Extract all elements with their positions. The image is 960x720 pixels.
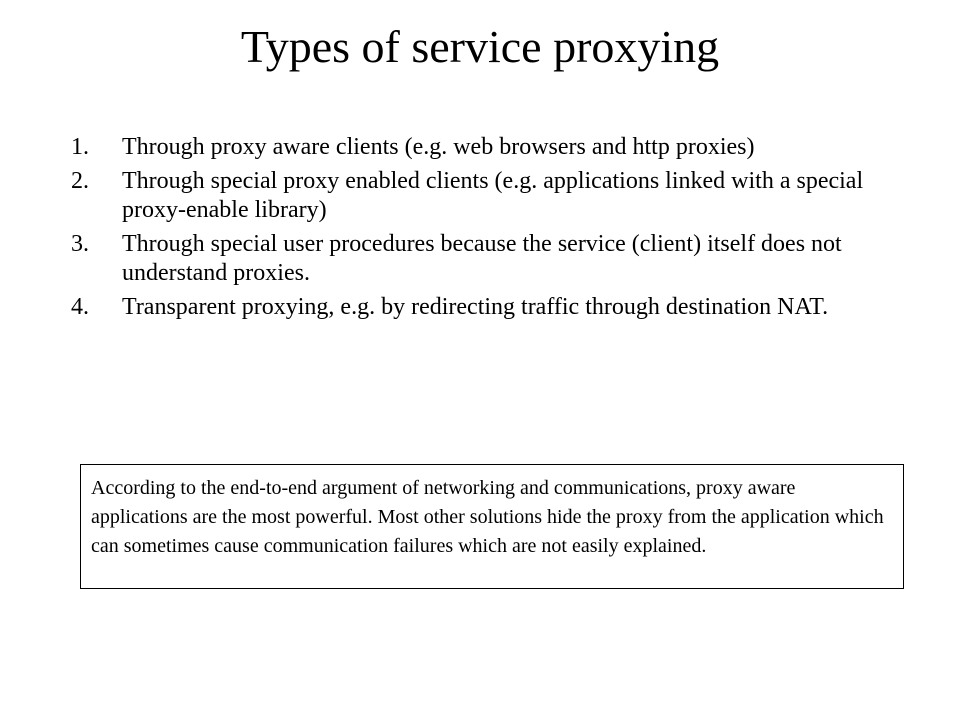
list-item-number: 1. xyxy=(71,134,89,160)
list-item-text: Through special user procedures because the service (client) itself does not understand proxies. xyxy=(122,231,842,286)
list-item-3 xyxy=(71,230,891,288)
proxying-types-list xyxy=(71,133,891,327)
list-item-4 xyxy=(71,293,891,322)
list-item-number: 2. xyxy=(71,168,89,194)
list-item-2 xyxy=(71,167,891,225)
slide-title: Types of service proxying xyxy=(240,21,720,72)
note-box: According to the end-to-end argument of networking and communications, proxy aware applications are the most powerful. Most other solutions hide the proxy from the application which can sometimes cause communication failures which are not easily explained. xyxy=(80,464,904,589)
list-item-text: Through special proxy enabled clients (e.g. applications linked with a special proxy-enable library) xyxy=(122,168,864,223)
list-item-number: 4. xyxy=(71,294,89,320)
list-item-text: Through proxy aware clients (e.g. web browsers and http proxies) xyxy=(122,134,755,160)
list-item-1 xyxy=(71,133,891,162)
list-item-number: 3. xyxy=(71,231,89,257)
list-item-text: Transparent proxying, e.g. by redirecting traffic through destination NAT. xyxy=(122,294,829,320)
